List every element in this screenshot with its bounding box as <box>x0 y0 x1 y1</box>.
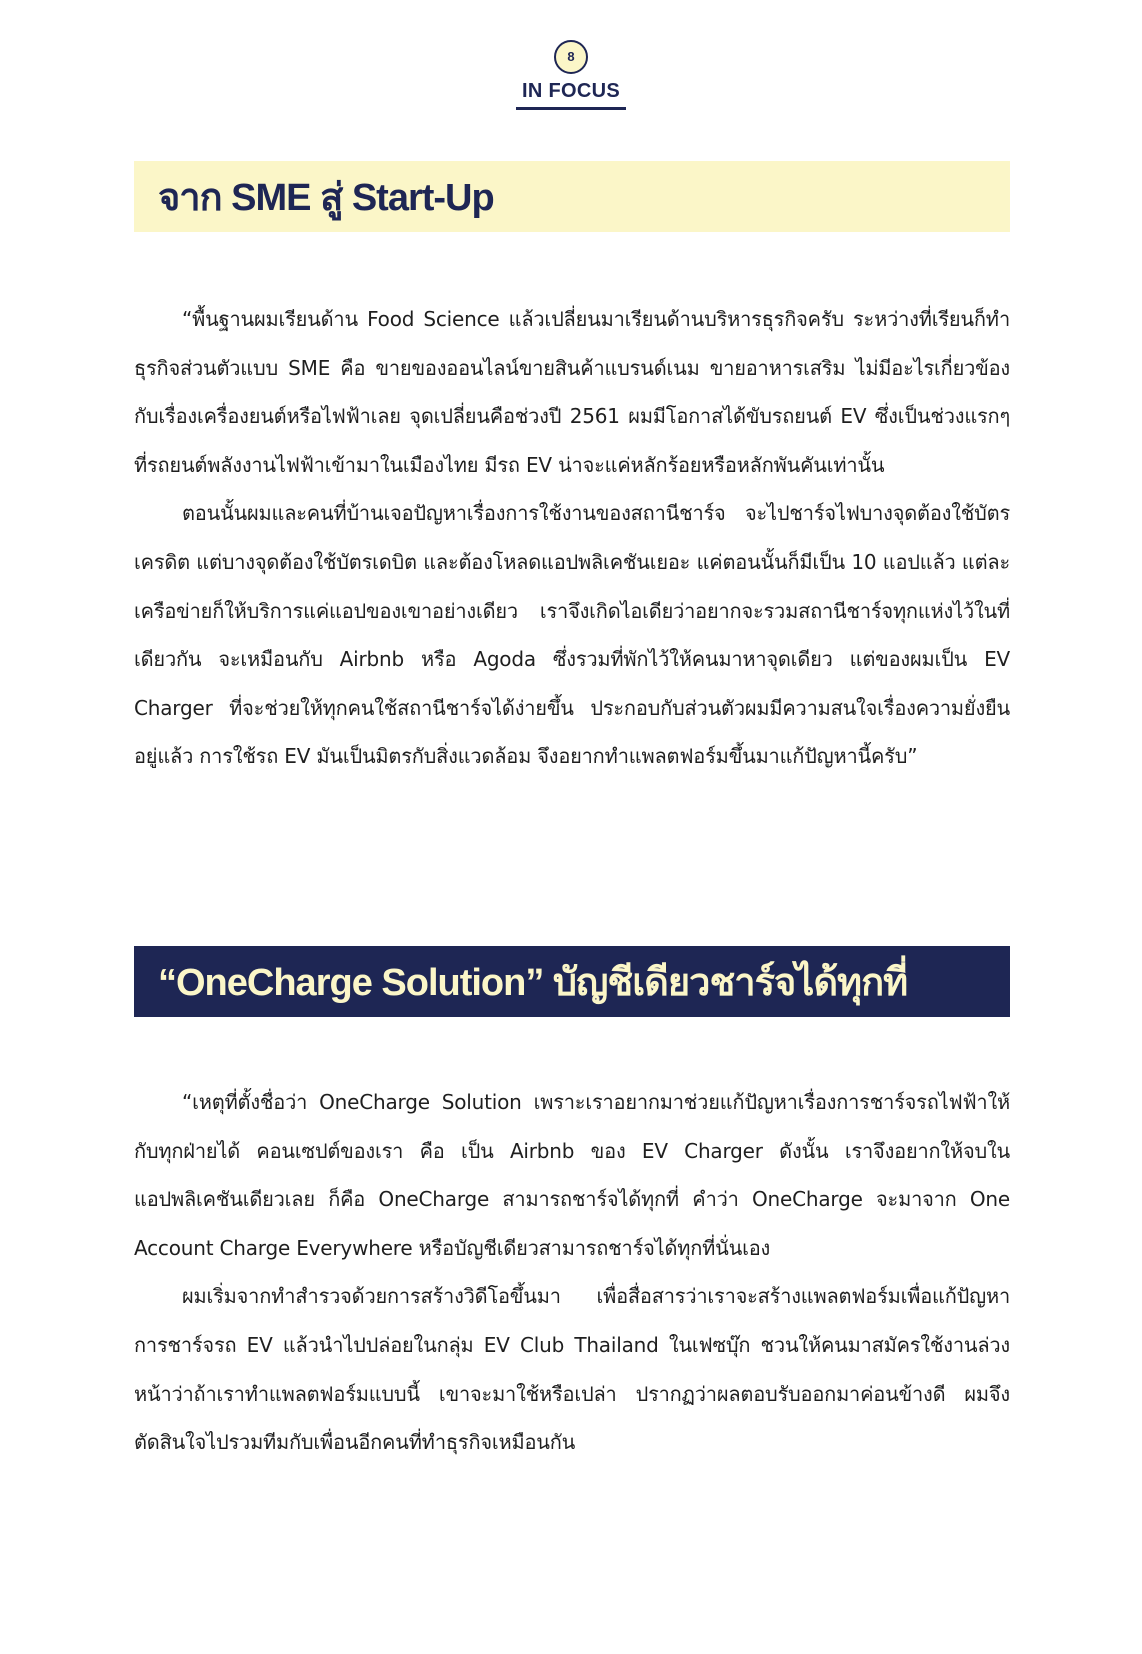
section-label: IN FOCUS <box>516 80 626 110</box>
section-body-onecharge <box>134 1078 1010 1467</box>
paragraph: “เหตุที่ตั้งชื่อว่า OneCharge Solution เพราะเราอยากมาช่วยแก้ปัญหาเรื่องการชาร์จรถไฟฟ้าให้กับทุกฝ่ายได้ คอนเซปต์ของเรา คือ เป็น Airbnb ของ EV Charger ดังนั้น เราจึงอยากให้จบในแอปพลิเคชันเดียวเลย ก็คือ OneCharge สามารถชาร์จได้ทุกที่ คำว่า OneCharge จะมาจาก One Account Charge Everywhere หรือบัญชีเดียวสามารถชาร์จได้ทุกที่นั่นเอง <box>134 1090 1010 1260</box>
section-body-sme-startup <box>134 295 1010 781</box>
paragraph: ตอนนั้นผมและคนที่บ้านเจอปัญหาเรื่องการใช้งานของสถานีชาร์จ จะไปชาร์จไฟบางจุดต้องใช้บัตรเครดิต แต่บางจุดต้องใช้บัตรเดบิต และต้องโหลดแอปพลิเคชันเยอะ แค่ตอนนั้นก็มีเป็น 10 แอปแล้ว แต่ละเครือข่ายก็ให้บริการแค่แอปของเขาอย่างเดียว เราจึงเกิดไอเดียว่าอยากจะรวมสถานีชาร์จทุกแห่งไว้ในที่เดียวกัน จะเหมือนกับ Airbnb หรือ Agoda ซึ่งรวมที่พักไว้ให้คนมาหาจุดเดียว แต่ของผมเป็น EV Charger ที่จะช่วยให้ทุกคนใช้สถานีชาร์จได้ง่ายขึ้น ประกอบกับส่วนตัวผมมีความสนใจเรื่องความยั่งยืนอยู่แล้ว การใช้รถ EV มันเป็นมิตรกับสิ่งแวดล้อม จึงอยากทำแพลตฟอร์มขึ้นมาแก้ปัญหานี้ครับ” <box>134 501 1010 769</box>
paragraph: ผมเริ่มจากทำสำรวจด้วยการสร้างวิดีโอขึ้นมา เพื่อสื่อสารว่าเราจะสร้างแพลตฟอร์มเพื่อแก้ปัญหาการชาร์จรถ EV แล้วนำไปปล่อยในกลุ่ม EV Club Thailand ในเฟซบุ๊ก ชวนให้คนมาสมัครใช้งานล่วงหน้าว่าถ้าเราทำแพลตฟอร์มแบบนี้ เขาจะมาใช้หรือเปล่า ปรากฏว่าผลตอบรับออกมาค่อนข้างดี ผมจึงตัดสินใจไปรวมทีมกับเพื่อนอีกคนที่ทำธุรกิจเหมือนกัน <box>134 1284 1010 1455</box>
page-header <box>0 40 1142 110</box>
section-heading-sme-startup: จาก SME สู่ Start-Up <box>134 161 1010 232</box>
page-number-badge: 8 <box>554 40 588 74</box>
paragraph: “พื้นฐานผมเรียนด้าน Food Science แล้วเปลี่ยนมาเรียนด้านบริหารธุรกิจครับ ระหว่างที่เรียนก็ทำธุรกิจส่วนตัวแบบ SME คือ ขายของออนไลน์ขายสินค้าแบรนด์เนม ขายอาหารเสริม ไม่มีอะไรเกี่ยวข้องกับเรื่องเครื่องยนต์หรือไฟฟ้าเลย จุดเปลี่ยนคือช่วงปี 2561 ผมมีโอกาสได้ขับรถยนต์ EV ซึ่งเป็นช่วงแรกๆ ที่รถยนต์พลังงานไฟฟ้าเข้ามาในเมืองไทย มีรถ EV น่าจะแค่หลักร้อยหรือหลักพันคันเท่านั้น <box>134 307 1010 477</box>
section-heading-onecharge: “OneCharge Solution” บัญชีเดียวชาร์จได้ทุกที่ <box>134 946 1010 1017</box>
